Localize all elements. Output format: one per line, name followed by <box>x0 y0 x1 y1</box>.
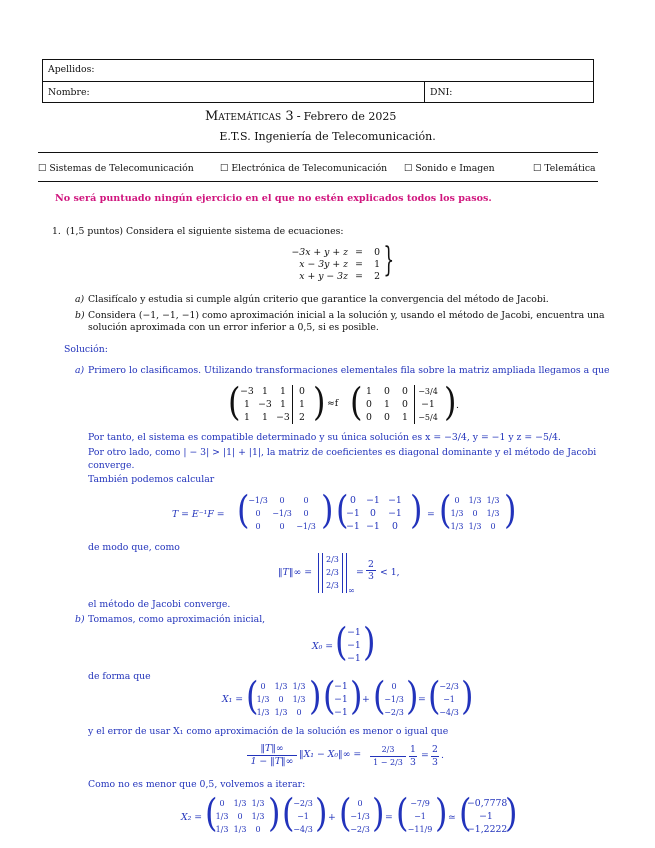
matrix-cell: 1/3 <box>468 496 482 505</box>
also-compute-text: También podemos calcular <box>88 474 215 485</box>
info-divider <box>42 81 593 82</box>
apellidos-field[interactable]: Apellidos: <box>48 64 95 75</box>
equals-sign: = <box>421 750 429 761</box>
diagonal-dominant-text-2: converge. <box>88 460 135 471</box>
norm-lhs: ‖T‖∞ = <box>278 567 312 578</box>
vector-cell: −1 <box>297 812 309 821</box>
equation-rhs: 1 <box>374 259 380 270</box>
right-paren-icon: ) <box>444 379 457 425</box>
right-paren-icon: ) <box>435 790 448 836</box>
matrix-cell: −3 <box>258 399 272 410</box>
left-paren-icon: ( <box>323 673 336 719</box>
so-that-text: de forma que <box>88 671 151 682</box>
vector-cell: −2/3 <box>384 708 404 717</box>
matrix-cell: 1 <box>262 412 268 423</box>
left-paren-icon: ( <box>339 790 352 836</box>
norm-tail: < 1, <box>380 567 400 578</box>
vector-cell: 0 <box>357 799 363 808</box>
problem-statement: (1,5 puntos) Considera el siguiente sistema de ecuaciones: <box>66 226 344 237</box>
degree-label: Sonido e Imagen <box>415 163 495 174</box>
problem-number: 1. <box>52 226 61 237</box>
matrix-cell: 1/3 <box>233 799 247 808</box>
fraction-num: 2/3 <box>370 744 406 757</box>
sentence-period: . <box>441 750 444 761</box>
matrix-cell: 1/3 <box>292 695 306 704</box>
error-text: y el error de usar X₁ como aproximación de la solución es menor o igual que <box>88 726 449 737</box>
vector-cell: −1 <box>347 653 361 664</box>
matrix-cell: 0 <box>472 509 478 518</box>
vector-cell: −1 <box>334 707 348 718</box>
equation-rhs: 2 <box>374 271 380 282</box>
matrix-cell: 0 <box>260 682 266 691</box>
matrix-cell: 1/3 <box>292 682 306 691</box>
solution-a-intro: Primero lo clasificamos. Utilizando transformaciones elementales fila sobre la matriz ampliada llegamos a que <box>88 365 610 376</box>
iterate-text: Como no es menor que 0,5, volvemos a iterar: <box>88 779 306 790</box>
norm-bars-left <box>318 553 323 593</box>
row-equivalence: ≈f <box>327 398 339 409</box>
matrix-cell: 0 <box>255 522 261 531</box>
matrix-cell: 0 <box>392 521 398 532</box>
error-middle: ‖X₁ − X₀‖∞ = <box>299 749 362 760</box>
vector-cell: −2/3 <box>350 825 370 834</box>
f-matrix <box>344 494 406 533</box>
x0-lhs: X₀ = <box>312 641 334 652</box>
matrix-cell: 0 <box>296 708 302 717</box>
left-paren-icon: ( <box>237 487 250 533</box>
matrix-cell: −3/4 <box>414 385 441 398</box>
matrix-cell: 1 <box>262 386 268 397</box>
matrix-cell: 1/3 <box>215 825 229 834</box>
right-paren-icon: ) <box>504 487 517 533</box>
right-paren-icon: ) <box>315 790 328 836</box>
norm-vector <box>326 553 339 592</box>
checkbox-icon[interactable]: ☐ <box>533 163 542 174</box>
part-a-text: Clasifícalo y estudia si cumple algún criterio que garantice la convergencia del método de Jacobi. <box>88 294 549 305</box>
degree-top-rule <box>38 152 598 153</box>
school-name: E.T.S. Ingeniería de Telecomunicación. <box>219 130 436 143</box>
matrix-cell: −1/3 <box>248 496 268 505</box>
matrix-cell: 1 <box>244 412 250 423</box>
left-paren-icon: ( <box>350 379 363 425</box>
matrix-cell: 1/3 <box>450 509 464 518</box>
vector-cell: −1 <box>479 811 493 822</box>
x1-vector-x2 <box>291 797 315 836</box>
checkbox-icon[interactable]: ☐ <box>404 163 413 174</box>
matrix-cell: 0 <box>366 412 372 423</box>
matrix-cell: 0 <box>255 825 261 834</box>
equation-eq: = <box>355 271 363 282</box>
e-inverse-matrix <box>246 494 318 533</box>
matrix-cell: 1/3 <box>233 825 247 834</box>
x2-decimal-vector <box>467 797 508 836</box>
degree-sonido[interactable] <box>404 163 495 174</box>
right-paren-icon: ) <box>461 673 474 719</box>
vector-cell: −7/9 <box>410 799 430 808</box>
matrix-cell: 1/3 <box>256 708 270 717</box>
left-paren-icon: ( <box>335 619 348 665</box>
plus-sign: + <box>328 812 336 823</box>
fraction-den: 1 − ‖T‖∞ <box>250 756 294 767</box>
vector-cell: 2/3 <box>326 581 339 590</box>
sentence-period: . <box>456 400 459 411</box>
part-b-text-2: solución aproximada con un error inferior a 0,5, si es posible. <box>88 322 379 333</box>
vector-cell: −1 <box>347 627 361 638</box>
equals-sign: = <box>418 694 426 705</box>
norm-bars-right <box>342 553 347 593</box>
left-paren-icon: ( <box>228 379 241 425</box>
x1-lhs: X₁ = <box>222 694 244 705</box>
error-fraction-3 <box>409 744 417 769</box>
x0-vector-x1 <box>332 680 350 719</box>
matrix-cell: −1 <box>366 495 380 506</box>
right-paren-icon: ) <box>350 673 363 719</box>
matrix-cell: −1 <box>366 521 380 532</box>
left-paren-icon: ( <box>428 673 441 719</box>
left-paren-icon: ( <box>336 487 349 533</box>
matrix-cell: 1 <box>366 386 372 397</box>
equation-eq: = <box>355 247 363 258</box>
t-matrix <box>448 494 502 533</box>
right-paren-icon: ) <box>372 790 385 836</box>
right-paren-icon: ) <box>410 487 423 533</box>
matrix-cell: 1 <box>402 412 408 423</box>
fraction-num: 2 <box>366 559 376 571</box>
system-brace-icon: } <box>383 240 395 280</box>
degree-bottom-rule <box>38 181 598 182</box>
matrix-cell: −3 <box>240 386 254 397</box>
matrix-cell: 1 <box>292 398 311 411</box>
matrix-cell: 1/3 <box>486 496 500 505</box>
error-fraction-4 <box>431 744 439 769</box>
equation-eq: = <box>355 259 363 270</box>
matrix-cell: 0 <box>384 386 390 397</box>
right-paren-icon: ) <box>268 790 281 836</box>
matrix-cell: 1 <box>280 399 286 410</box>
dni-field[interactable]: DNI: <box>430 87 453 98</box>
solution-a-label: a) <box>75 365 85 376</box>
t-matrix-x2 <box>213 797 267 836</box>
matrix-cell: 0 <box>303 509 309 518</box>
augmented-matrix-right <box>360 385 441 424</box>
matrix-cell: 0 <box>402 386 408 397</box>
matrix-cell: 0 <box>279 496 285 505</box>
vector-cell: −1/3 <box>384 695 404 704</box>
right-paren-icon: ) <box>321 487 334 533</box>
diagonal-dominant-text-1: Por otro lado, como | − 3| > |1| + |1|, la matriz de coeficientes es diagonal dominante y el método de Jacobi <box>88 447 597 458</box>
left-paren-icon: ( <box>459 790 472 836</box>
matrix-cell: 0 <box>292 385 311 398</box>
right-paren-icon: ) <box>309 673 322 719</box>
x2-lhs: X₂ = <box>181 812 203 823</box>
left-paren-icon: ( <box>246 673 259 719</box>
converges-text: el método de Jacobi converge. <box>88 599 231 610</box>
vector-cell: 0 <box>391 682 397 691</box>
matrix-cell: −1 <box>346 521 360 532</box>
title-dash: - <box>296 109 301 123</box>
left-paren-icon: ( <box>373 673 386 719</box>
approx-sign: ≃ <box>448 812 456 823</box>
vector-cell: −2/3 <box>439 682 459 691</box>
matrix-cell: 1/3 <box>274 682 288 691</box>
matrix-cell: −1 <box>346 508 360 519</box>
matrix-cell: 1/3 <box>256 695 270 704</box>
matrix-cell: −1 <box>388 495 402 506</box>
vector-cell: −4/3 <box>439 708 459 717</box>
norm-equals: = <box>356 567 364 578</box>
degree-label: Electrónica de Telecomunicación <box>231 163 388 174</box>
matrix-cell: 1 <box>384 399 390 410</box>
fraction-num: ‖T‖∞ <box>247 743 297 756</box>
matrix-cell: −1 <box>388 508 402 519</box>
vector-cell: −1,2222 <box>467 824 508 835</box>
x1-vector <box>437 680 461 719</box>
matrix-cell: 0 <box>370 508 376 519</box>
part-b-label: b) <box>75 310 85 321</box>
so-as-text: de modo que, como <box>88 542 180 553</box>
solution-b-label: b) <box>75 614 85 625</box>
vector-cell: −2/3 <box>293 799 313 808</box>
left-paren-icon: ( <box>396 790 409 836</box>
matrix-cell: 1/3 <box>215 812 229 821</box>
vector-cell: −1 <box>347 640 361 651</box>
vector-cell: −1/3 <box>350 812 370 821</box>
matrix-cell: 1 <box>280 386 286 397</box>
matrix-cell: −1/3 <box>296 522 316 531</box>
norm-subscript: ∞ <box>348 586 355 595</box>
matrix-cell: 0 <box>237 812 243 821</box>
fraction-num: 2 <box>432 744 438 755</box>
right-paren-icon: ) <box>505 790 518 836</box>
subject-name: Matemáticas 3 <box>205 109 294 124</box>
matrix-cell: 1/3 <box>468 522 482 531</box>
grading-warning: No será puntuado ningún ejercicio en el que no estén explicados todos los pasos. <box>55 193 492 204</box>
exam-date: Febrero de 2025 <box>303 110 397 123</box>
equals-sign: = <box>385 812 393 823</box>
vector-cell: −0,7778 <box>467 798 508 809</box>
equals-sign: = <box>427 509 435 520</box>
matrix-cell: 0 <box>366 399 372 410</box>
exam-title <box>205 109 396 124</box>
equation-rhs: 0 <box>374 247 380 258</box>
matrix-cell: 0 <box>255 509 261 518</box>
compatible-text: Por tanto, el sistema es compatible determinado y su única solución es x = −3/4, y = −1 y z = −5/4. <box>88 432 561 443</box>
vector-cell: −1 <box>334 681 348 692</box>
error-fraction-1 <box>247 743 297 768</box>
part-a-label: a) <box>75 294 85 305</box>
matrix-cell: 0 <box>219 799 225 808</box>
matrix-cell: 1 <box>244 399 250 410</box>
matrix-cell: 1/3 <box>251 799 265 808</box>
left-paren-icon: ( <box>205 790 218 836</box>
nombre-field[interactable]: Nombre: <box>48 87 90 98</box>
fraction-den: 3 <box>432 757 438 768</box>
matrix-cell: 0 <box>279 522 285 531</box>
degree-telematica[interactable] <box>533 163 596 174</box>
vector-cell: 2/3 <box>326 568 339 577</box>
degree-label: Telemática <box>544 163 596 174</box>
c-vector <box>382 680 406 719</box>
vector-cell: −11/9 <box>407 825 433 834</box>
degree-sistemas[interactable] <box>38 163 194 174</box>
solution-heading: Solución: <box>64 344 108 355</box>
matrix-cell: 2 <box>292 411 311 424</box>
left-paren-icon: ( <box>282 790 295 836</box>
solution-b-intro: Tomamos, como aproximación inicial, <box>88 614 266 625</box>
norm-fraction <box>366 559 376 582</box>
checkbox-icon[interactable]: ☐ <box>220 163 229 174</box>
matrix-cell: 0 <box>454 496 460 505</box>
dni-divider <box>424 81 425 102</box>
part-b-text-1: Considera (−1, −1, −1) como aproximación inicial a la solución y, usando el método de Jacobi, encuentra una <box>88 310 605 321</box>
matrix-cell: 1/3 <box>486 509 500 518</box>
matrix-cell: 0 <box>384 412 390 423</box>
c-vector-x2 <box>348 797 372 836</box>
matrix-cell: 1/3 <box>274 708 288 717</box>
right-paren-icon: ) <box>363 619 376 665</box>
matrix-cell: 1/3 <box>251 812 265 821</box>
checkbox-icon[interactable]: ☐ <box>38 163 47 174</box>
matrix-cell: 0 <box>490 522 496 531</box>
vector-cell: −1 <box>414 812 426 821</box>
fraction-den: 1 − 2/3 <box>373 758 403 767</box>
t-definition: T = E⁻¹F = <box>172 509 225 520</box>
t-matrix-x1 <box>254 680 308 719</box>
x0-vector <box>345 626 363 665</box>
plus-sign: + <box>362 694 370 705</box>
x2-fraction-vector <box>405 797 435 836</box>
fraction-num: 1 <box>410 744 416 755</box>
vector-cell: −1 <box>443 695 455 704</box>
right-paren-icon: ) <box>406 673 419 719</box>
matrix-cell: 0 <box>350 495 356 506</box>
equation-system <box>270 247 380 283</box>
matrix-cell: −1/3 <box>272 509 292 518</box>
fraction-den: 3 <box>410 757 416 768</box>
matrix-cell: 0 <box>303 496 309 505</box>
matrix-cell: 0 <box>278 695 284 704</box>
equation-lhs: x − 3y + z <box>299 259 348 270</box>
vector-cell: −1 <box>334 694 348 705</box>
error-fraction-2 <box>370 744 406 769</box>
right-paren-icon: ) <box>313 379 326 425</box>
degree-label: Sistemas de Telecomunicación <box>49 163 194 174</box>
vector-cell: −4/3 <box>293 825 313 834</box>
equation-lhs: x + y − 3z <box>299 271 348 282</box>
matrix-cell: −3 <box>276 412 290 423</box>
matrix-cell: 0 <box>402 399 408 410</box>
equation-lhs: −3x + y + z <box>291 247 348 258</box>
matrix-cell: −5/4 <box>414 411 441 424</box>
matrix-cell: 1/3 <box>450 522 464 531</box>
fraction-den: 3 <box>368 571 374 582</box>
left-paren-icon: ( <box>439 487 452 533</box>
vector-cell: 2/3 <box>326 555 339 564</box>
matrix-cell: −1 <box>414 398 441 411</box>
augmented-matrix-left <box>238 385 311 424</box>
degree-electronica[interactable] <box>220 163 387 174</box>
